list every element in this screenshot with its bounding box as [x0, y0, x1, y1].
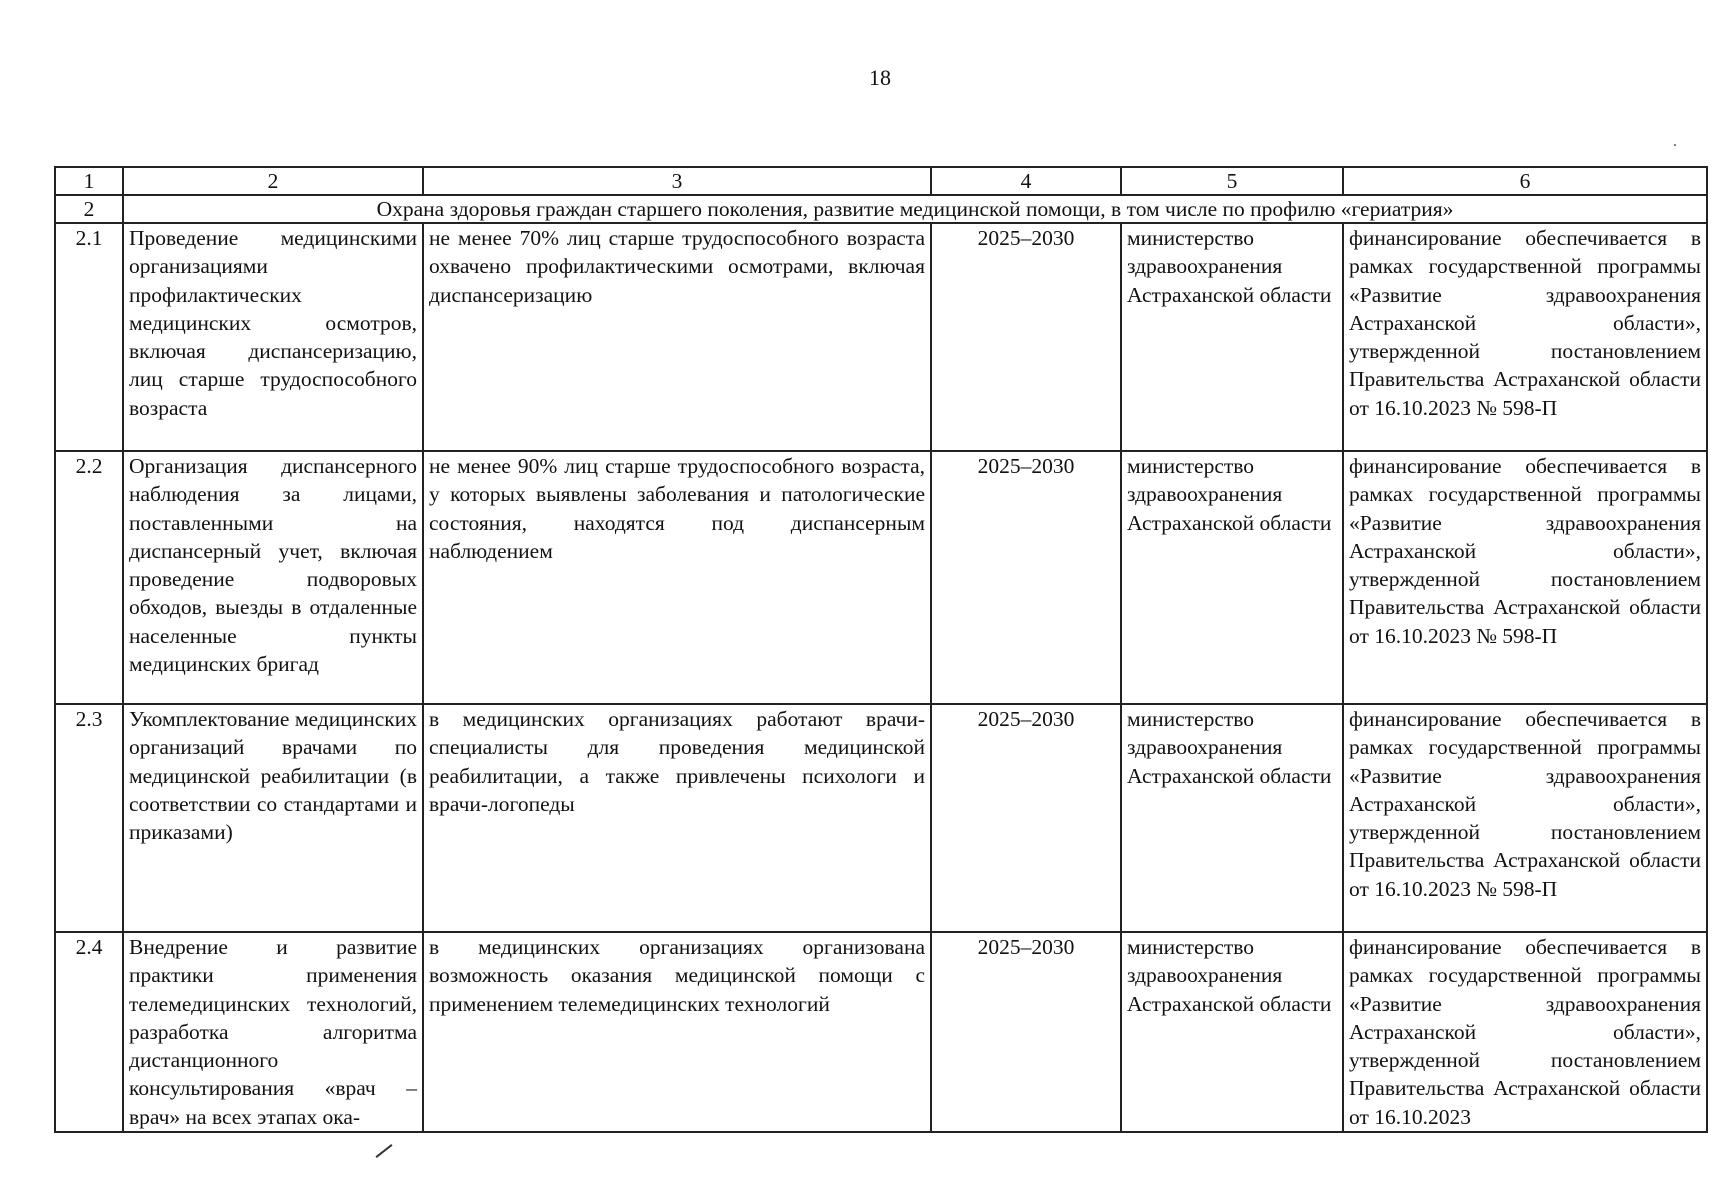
- result-cell: [423, 223, 931, 451]
- activity-text: Организация диспансерного наблюдения за лицами, поставленными на диспансерный учет, включая проведение подворовых обходов, выезды в отдаленные населенные пункты медицинских бригад: [129, 454, 417, 677]
- row-number: 2.3: [55, 704, 123, 932]
- period-cell: 2025–2030: [931, 932, 1121, 1132]
- pen-mark: [376, 1144, 393, 1158]
- result-cell: [423, 704, 931, 932]
- executor-text: министерство здравоохранения Астраханской области: [1127, 707, 1332, 788]
- executor-text: министерство здравоохранения Астраханской области: [1127, 226, 1332, 307]
- executor-text: министерство здравоохранения Астраханской области: [1127, 935, 1332, 1016]
- result-cell: [423, 451, 931, 704]
- table-row: [55, 932, 1707, 1132]
- table-row: [55, 451, 1707, 704]
- result-text: в медицинских организациях работают врачи-специалисты для проведения медицинской реабилитации, а также привлечены психологи и врачи-логопеды: [429, 707, 925, 816]
- financing-cell: [1343, 932, 1707, 1132]
- financing-text: финансирование обеспечивается в рамках государственной программы «Развитие здравоохранения Астраханской области», утвержденной постановлением Правительства Астраханской области от 16.10.2023 № 598-П: [1349, 226, 1701, 420]
- activity-cell: [123, 451, 423, 704]
- activity-text: Укомплектование медицинских организаций врачами по медицинской реабилитации (в соответствии со стандартами и приказами): [129, 707, 417, 845]
- financing-text: финансирование обеспечивается в рамках государственной программы «Развитие здравоохранения Астраханской области», утвержденной постановлением Правительства Астраханской области от 16.10.2023: [1349, 935, 1701, 1129]
- section-title: Охрана здоровья граждан старшего поколения, развитие медицинской помощи, в том числе по профилю «гериатрия»: [123, 195, 1707, 223]
- column-number-1: 1: [55, 167, 123, 195]
- column-number-2: 2: [123, 167, 423, 195]
- activity-text: Внедрение и развитие практики применения телемедицинских технологий, разработка алгоритма дистанционного консультирования «врач – врач» на всех этапах ока-: [129, 935, 417, 1129]
- executor-cell: [1121, 451, 1343, 704]
- result-text: не менее 70% лиц старше трудоспособного возраста охвачено профилактическими осмотрами, включая диспансеризацию: [429, 226, 925, 307]
- financing-cell: [1343, 223, 1707, 451]
- result-cell: [423, 932, 931, 1132]
- column-number-3: 3: [423, 167, 931, 195]
- financing-text: финансирование обеспечивается в рамках государственной программы «Развитие здравоохранения Астраханской области», утвержденной постановлением Правительства Астраханской области от 16.10.2023 № 598-П: [1349, 707, 1701, 901]
- result-text: не менее 90% лиц старше трудоспособного возраста, у которых выявлены заболевания и патологические состояния, находятся под диспансерным наблюдением: [429, 454, 925, 563]
- row-number: 2.4: [55, 932, 123, 1132]
- executor-cell: [1121, 223, 1343, 451]
- period-cell: 2025–2030: [931, 451, 1121, 704]
- column-number-row: [55, 167, 1707, 195]
- column-number-4: 4: [931, 167, 1121, 195]
- scan-speck: [1674, 144, 1676, 146]
- activity-cell: [123, 223, 423, 451]
- column-number-6: 6: [1343, 167, 1707, 195]
- section-row: [55, 195, 1707, 223]
- section-number: 2: [55, 195, 123, 223]
- period-cell: 2025–2030: [931, 223, 1121, 451]
- table-row: [55, 704, 1707, 932]
- row-number: 2.1: [55, 223, 123, 451]
- activity-cell: [123, 932, 423, 1132]
- activity-cell: [123, 704, 423, 932]
- measures-table: [54, 166, 1708, 1133]
- executor-text: министерство здравоохранения Астраханской области: [1127, 454, 1332, 535]
- column-number-5: 5: [1121, 167, 1343, 195]
- executor-cell: [1121, 932, 1343, 1132]
- table-row: [55, 223, 1707, 451]
- page-number: 18: [869, 65, 891, 90]
- financing-cell: [1343, 704, 1707, 932]
- activity-text: Проведение медицинскими организациями профилактических медицинских осмотров, включая диспансеризацию, лиц старше трудоспособного возраста: [129, 226, 417, 420]
- period-cell: 2025–2030: [931, 704, 1121, 932]
- row-number: 2.2: [55, 451, 123, 704]
- financing-text: финансирование обеспечивается в рамках государственной программы «Развитие здравоохранения Астраханской области», утвержденной постановлением Правительства Астраханской области от 16.10.2023 № 598-П: [1349, 454, 1701, 648]
- result-text: в медицинских организациях организована возможность оказания медицинской помощи с применением телемедицинских технологий: [429, 935, 925, 1016]
- executor-cell: [1121, 704, 1343, 932]
- financing-cell: [1343, 451, 1707, 704]
